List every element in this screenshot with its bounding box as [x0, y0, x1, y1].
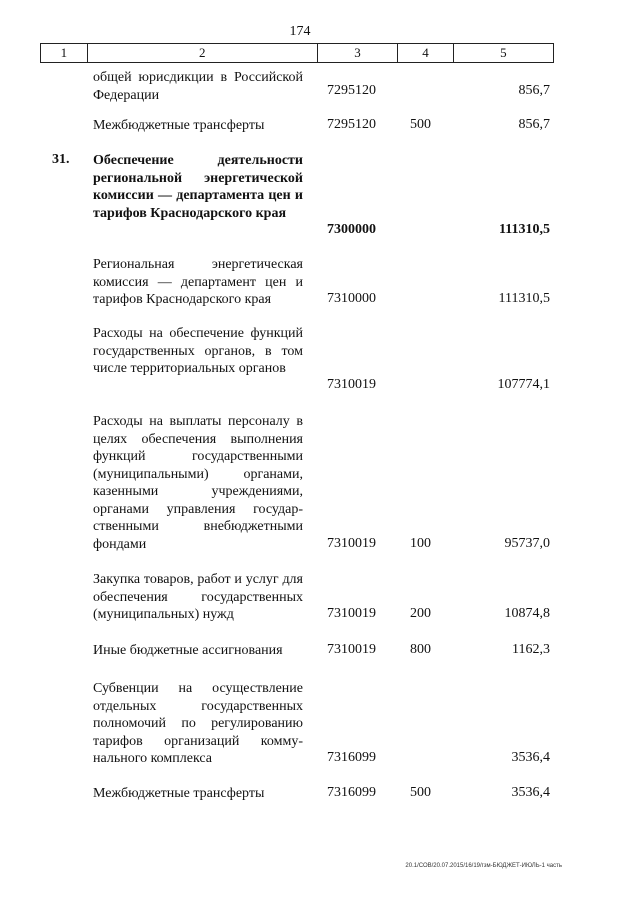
header-col-4: 4: [398, 44, 454, 62]
row-description: Межбюджетные трансферты: [93, 118, 265, 133]
row-number: 31.: [52, 152, 70, 167]
row-code: 7310019: [327, 642, 376, 657]
row-code: 7310000: [327, 291, 376, 306]
row-code: 7310019: [327, 377, 376, 392]
row-amount: 856,7: [518, 117, 550, 132]
row-amount: 10874,8: [504, 606, 550, 621]
table-header: [40, 43, 554, 63]
header-col-1: 1: [41, 44, 88, 62]
row-type: 200: [410, 606, 431, 621]
row-code: 7310019: [327, 606, 376, 621]
header-col-2: 2: [88, 44, 318, 62]
header-col-5: 5: [500, 45, 507, 60]
row-amount: 1162,3: [512, 642, 550, 657]
row-description: Иные бюджетные ассигнования: [93, 643, 283, 658]
row-amount: 856,7: [518, 83, 550, 98]
row-code: 7295120: [327, 117, 376, 132]
row-amount: 111310,5: [498, 291, 550, 306]
row-type: 800: [410, 642, 431, 657]
row-amount: 107774,1: [497, 377, 550, 392]
row-code: 7300000: [327, 222, 376, 237]
row-code: 7316099: [327, 750, 376, 765]
row-amount: 3536,4: [511, 750, 550, 765]
row-description: Субвенции на осуществление отдельных государственных полномочий по регулированию тарифов организаций коммунального комплекса: [93, 681, 303, 766]
row-type: 100: [410, 536, 431, 551]
row-amount: 3536,4: [511, 785, 550, 800]
row-type: 500: [410, 117, 431, 132]
row-description: Региональная энергетическая комиссия — департамент цен и тарифов Краснодарского края: [93, 257, 303, 307]
row-amount: 95737,0: [504, 536, 550, 551]
document-footer: 20.1/СОВ/20.07.2015/16/19/гзм-БЮДЖЕТ-ИЮЛЬ-1 часть: [405, 863, 562, 869]
row-code: 7316099: [327, 785, 376, 800]
row-description: Обеспечение деятельности региональной энергетической комиссии — департамента цен и тарифов Краснодарского края: [93, 153, 303, 221]
row-description: Расходы на обеспечение функций государственных органов, в том числе территориальных органов: [93, 326, 303, 376]
page-number: 174: [289, 24, 311, 39]
row-type: 500: [410, 785, 431, 800]
row-description: Межбюджетные трансферты: [93, 786, 265, 801]
row-description: Расходы на выплаты персоналу в целях обеспечения выполнения функций государственными (муниципальными) органами, казенными учреждениями, органами управления государственными внебюджетными фондами: [93, 414, 303, 552]
row-code: 7310019: [327, 536, 376, 551]
row-amount: 111310,5: [499, 222, 550, 237]
row-description: Закупка товаров, работ и услуг для обеспечения государственных (муниципальных) нужд: [93, 572, 303, 622]
header-col-3: 3: [318, 44, 398, 62]
row-description: общей юрисдикции в Российской Федерации: [93, 70, 303, 103]
row-code: 7295120: [327, 83, 376, 98]
